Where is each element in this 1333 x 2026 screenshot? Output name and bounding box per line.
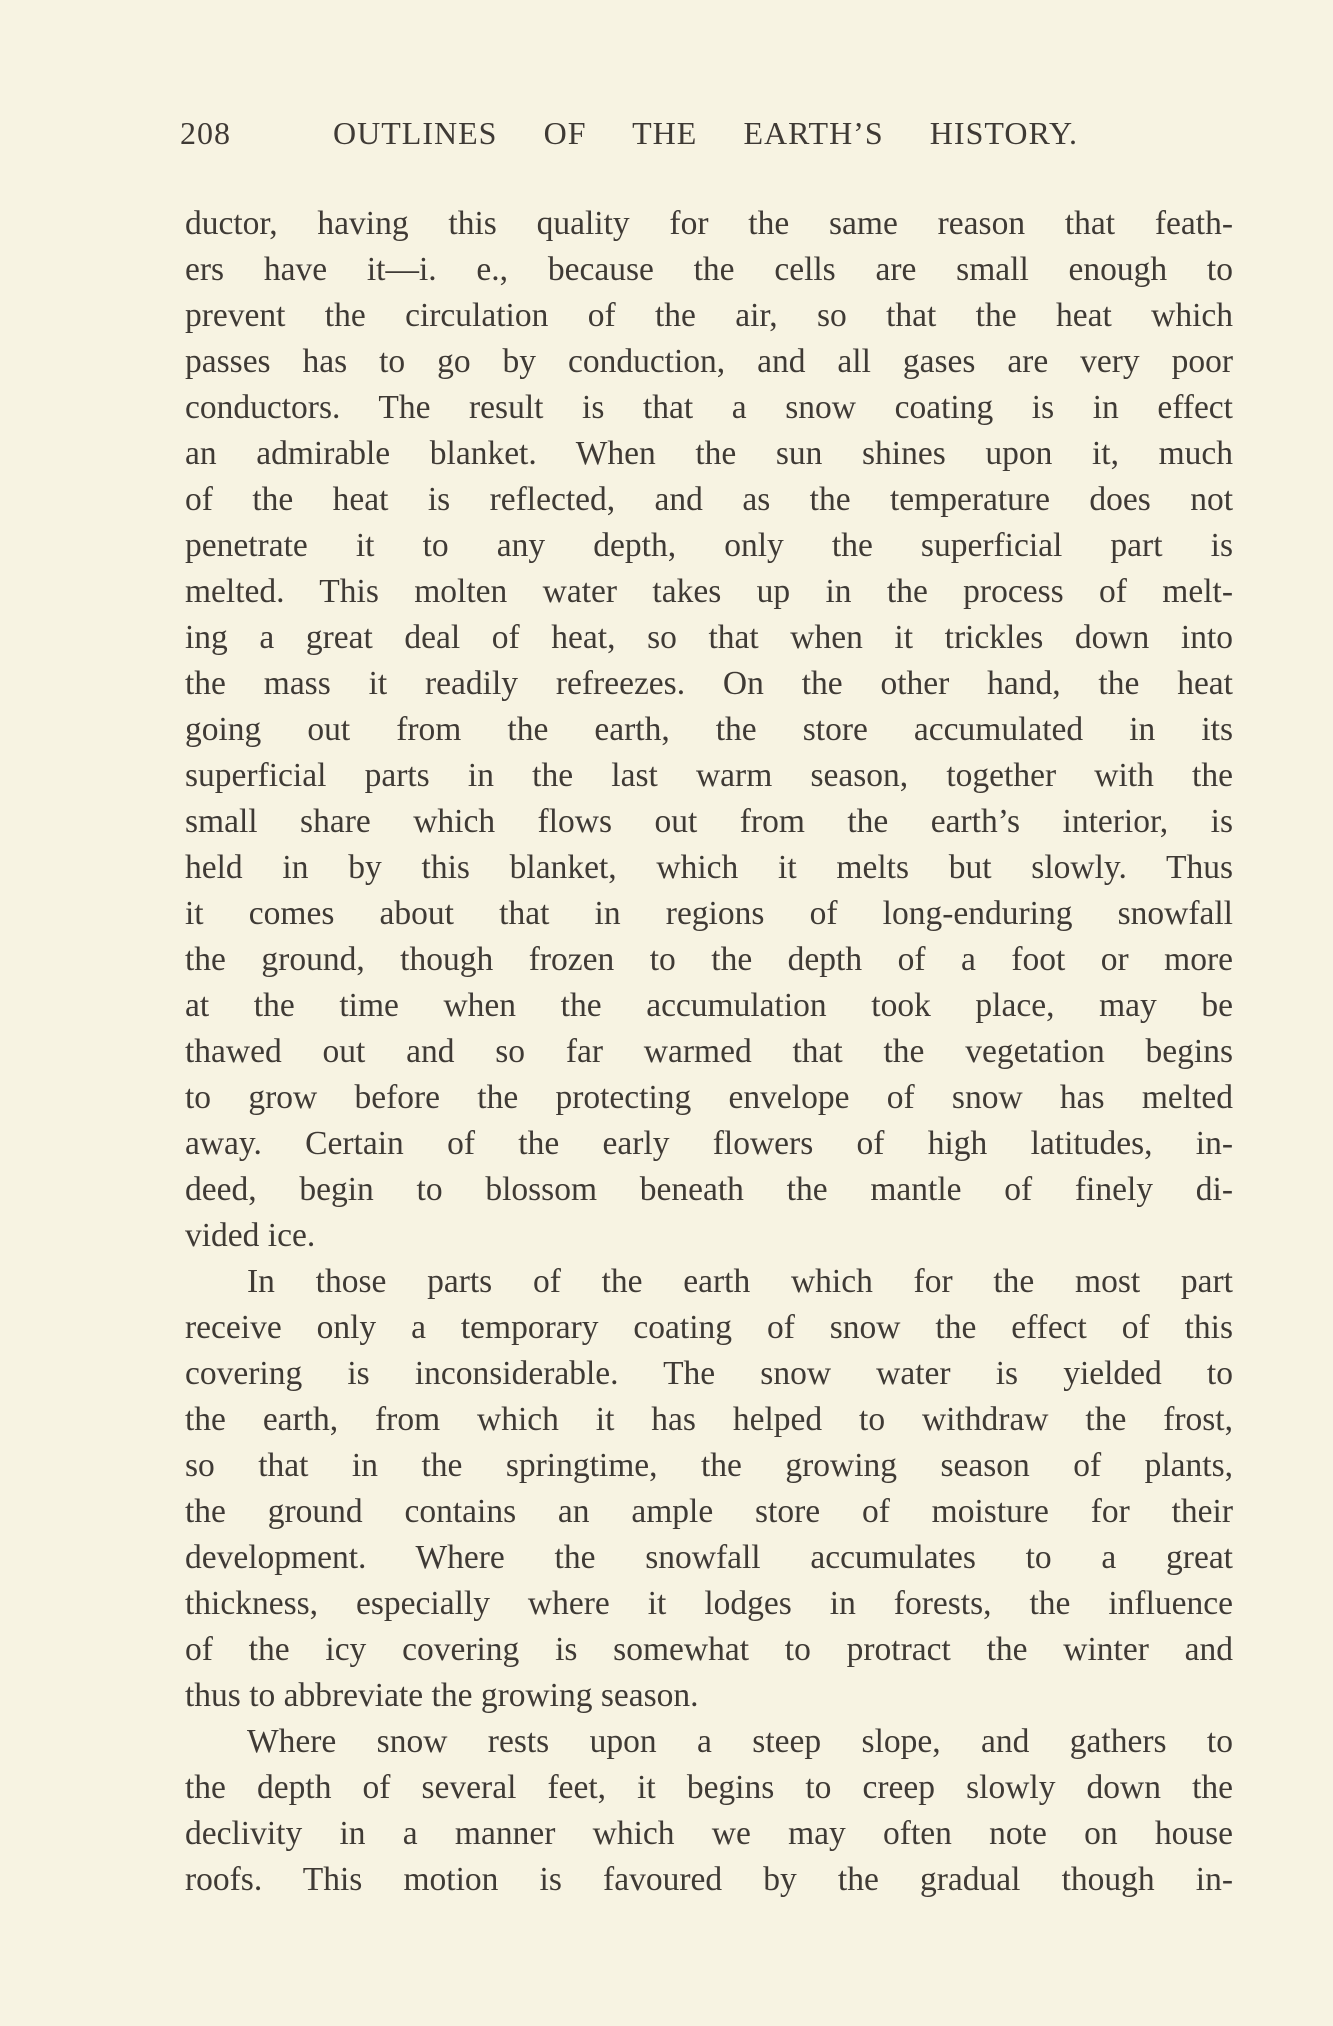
text-line: superficial parts in the last warm season, together with the bbox=[185, 757, 1233, 794]
text-line: passes has to go by conduction, and all gases are very poor bbox=[185, 343, 1233, 380]
paragraph bbox=[185, 1259, 1233, 1719]
paragraph bbox=[185, 201, 1233, 1259]
text-line: an admirable blanket. When the sun shines upon it, much bbox=[185, 435, 1233, 472]
text-line: deed, begin to blossom beneath the mantle of finely di- bbox=[185, 1171, 1233, 1208]
page-body bbox=[185, 201, 1233, 1903]
text-line: so that in the springtime, the growing season of plants, bbox=[185, 1447, 1233, 1484]
text-line: ing a great deal of heat, so that when it trickles down into bbox=[185, 619, 1233, 656]
text-line: of the icy covering is somewhat to protract the winter and bbox=[185, 1631, 1233, 1668]
text-line: the ground, though frozen to the depth of a foot or more bbox=[185, 941, 1233, 978]
text-line: prevent the circulation of the air, so that the heat which bbox=[185, 297, 1233, 334]
text-line: of the heat is reflected, and as the temperature does not bbox=[185, 481, 1233, 518]
text-line: to grow before the protecting envelope of snow has melted bbox=[185, 1079, 1233, 1116]
text-line: the mass it readily refreezes. On the other hand, the heat bbox=[185, 665, 1233, 702]
text-line: the ground contains an ample store of moisture for their bbox=[185, 1493, 1233, 1530]
text-line: vided ice. bbox=[185, 1217, 316, 1254]
text-line: ductor, having this quality for the same reason that feath- bbox=[185, 205, 1233, 242]
text-line: conductors. The result is that a snow coating is in effect bbox=[185, 389, 1233, 426]
text-line: thus to abbreviate the growing season. bbox=[185, 1677, 699, 1714]
text-line: small share which flows out from the earth’s interior, is bbox=[185, 803, 1233, 840]
text-line: In those parts of the earth which for the most part bbox=[247, 1263, 1233, 1300]
text-line: held in by this blanket, which it melts but slowly. Thus bbox=[185, 849, 1233, 886]
text-line: covering is inconsiderable. The snow water is yielded to bbox=[185, 1355, 1233, 1392]
text-line: ers have it—i. e., because the cells are small enough to bbox=[185, 251, 1233, 288]
page-number: 208 bbox=[180, 115, 231, 151]
text-line: penetrate it to any depth, only the superficial part is bbox=[185, 527, 1233, 564]
paragraph bbox=[185, 1719, 1233, 1903]
text-line: thawed out and so far warmed that the vegetation begins bbox=[185, 1033, 1233, 1070]
text-line: away. Certain of the early flowers of high latitudes, in- bbox=[185, 1125, 1233, 1162]
text-line: roofs. This motion is favoured by the gradual though in- bbox=[185, 1861, 1233, 1898]
text-line: it comes about that in regions of long-enduring snowfall bbox=[185, 895, 1233, 932]
text-line: the earth, from which it has helped to withdraw the frost, bbox=[185, 1401, 1233, 1438]
text-line: going out from the earth, the store accumulated in its bbox=[185, 711, 1233, 748]
text-line: melted. This molten water takes up in the process of melt- bbox=[185, 573, 1233, 610]
text-line: development. Where the snowfall accumulates to a great bbox=[185, 1539, 1233, 1576]
text-line: declivity in a manner which we may often note on house bbox=[185, 1815, 1233, 1852]
text-line: thickness, especially where it lodges in forests, the influence bbox=[185, 1585, 1233, 1622]
text-line: receive only a temporary coating of snow the effect of this bbox=[185, 1309, 1233, 1346]
running-title: OUTLINES OF THE EARTH’S HISTORY. bbox=[333, 115, 1078, 151]
text-line: Where snow rests upon a steep slope, and gathers to bbox=[247, 1723, 1233, 1760]
text-line: the depth of several feet, it begins to creep slowly down the bbox=[185, 1769, 1233, 1806]
text-line: at the time when the accumulation took place, may be bbox=[185, 987, 1233, 1024]
